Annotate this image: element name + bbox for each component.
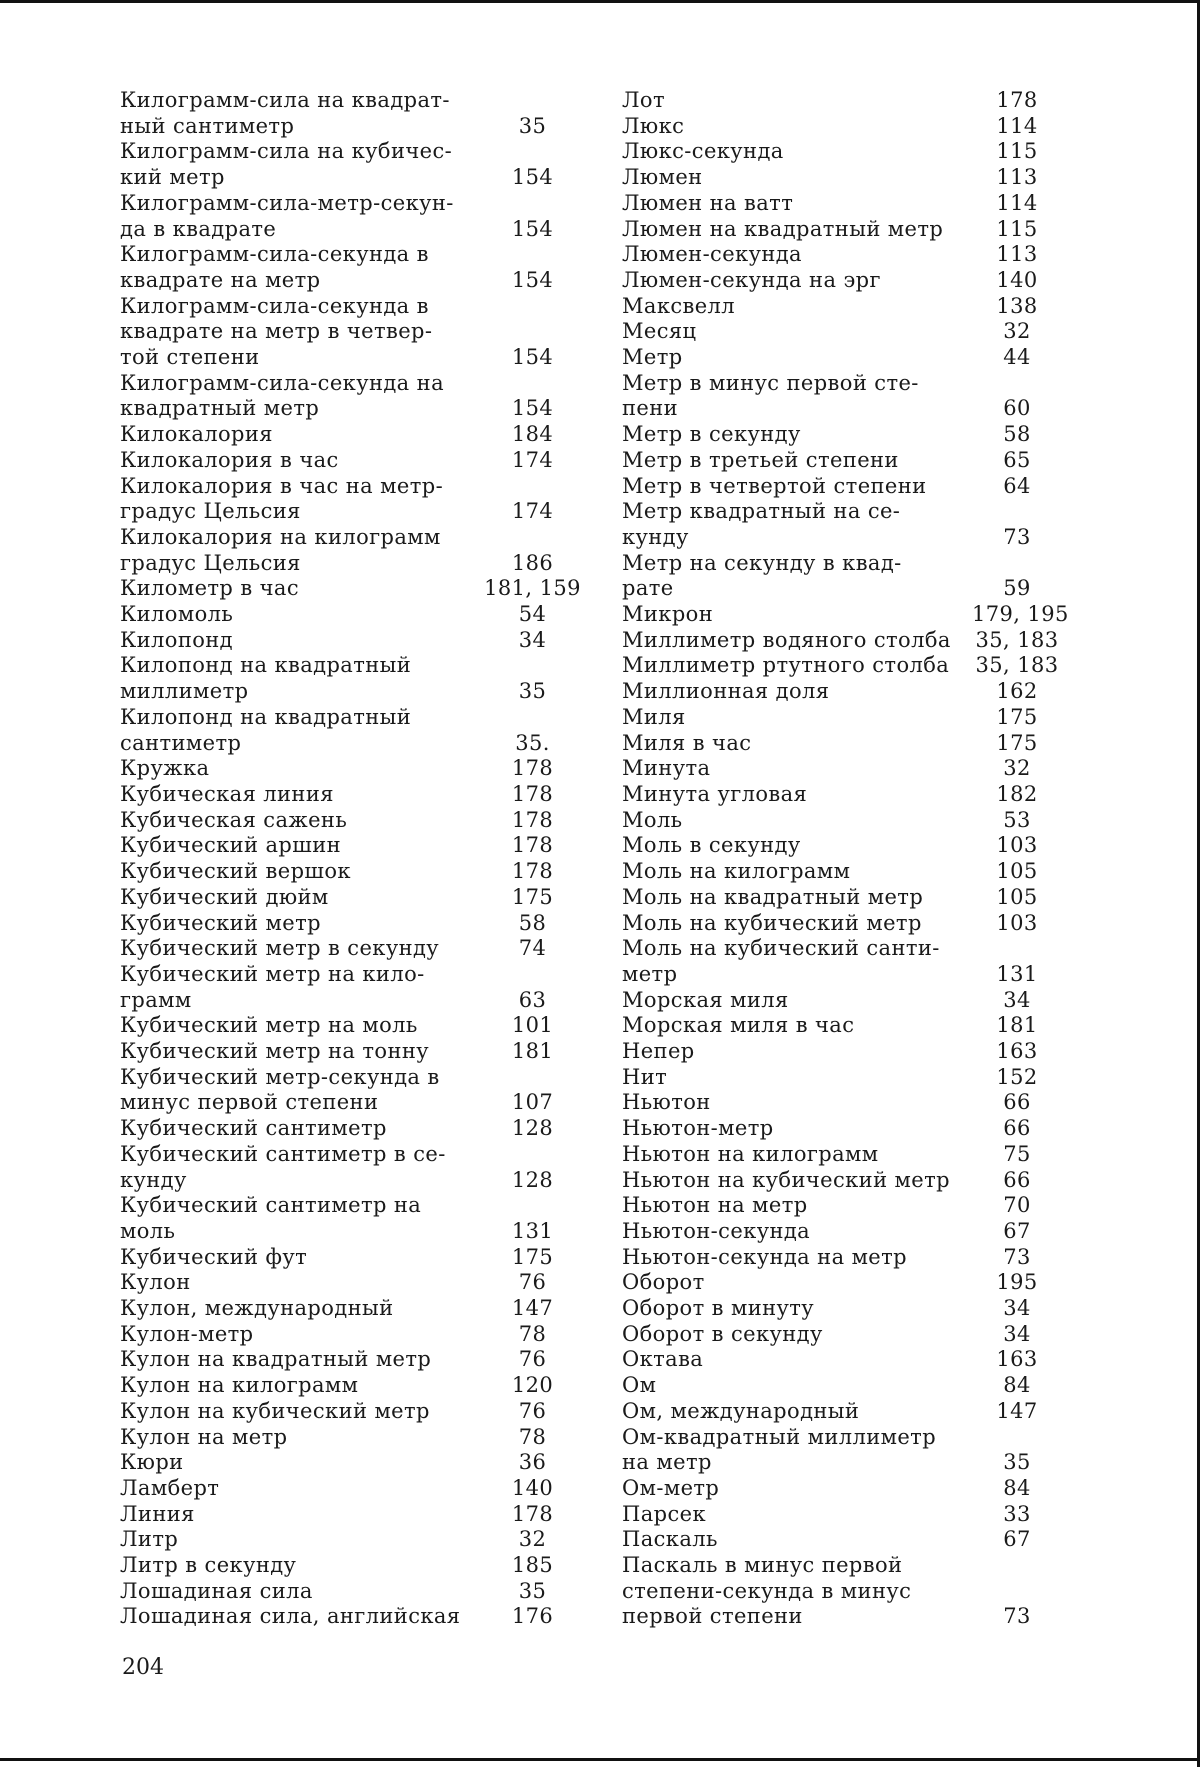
index-term: Кубический метр bbox=[120, 910, 321, 935]
page-reference: 66 bbox=[1003, 1090, 1031, 1115]
index-entry bbox=[120, 1502, 590, 1528]
page-reference: 76 bbox=[518, 1270, 547, 1295]
index-term: Морская миля bbox=[622, 987, 789, 1012]
index-entry bbox=[622, 1425, 1062, 1476]
index-term: Литр bbox=[120, 1527, 179, 1552]
index-term: Линия bbox=[120, 1501, 195, 1526]
index-entry bbox=[622, 114, 1062, 140]
index-entry bbox=[622, 1270, 1062, 1296]
left-index-column bbox=[120, 88, 590, 1630]
index-entry bbox=[120, 1245, 590, 1271]
index-entry bbox=[622, 731, 1062, 757]
index-term: Люкс-секунда bbox=[622, 139, 784, 164]
page-reference: 154 bbox=[511, 345, 554, 370]
index-entry bbox=[120, 833, 590, 859]
index-entry bbox=[622, 1553, 1062, 1630]
index-term: Килограмм-сила-метр-секун- да в квадрате bbox=[120, 190, 454, 241]
index-term: Оборот в секунду bbox=[622, 1321, 823, 1346]
index-entry bbox=[120, 1039, 590, 1065]
index-term: Кулон на кубический метр bbox=[120, 1398, 430, 1423]
index-term: Килокалория на килограмм градус Цельсия bbox=[120, 524, 441, 575]
page-reference: 67 bbox=[1003, 1527, 1031, 1552]
index-entry bbox=[622, 1116, 1062, 1142]
index-entry bbox=[622, 1090, 1062, 1116]
index-entry bbox=[120, 1322, 590, 1348]
index-entry bbox=[622, 1476, 1062, 1502]
page-reference: 70 bbox=[1003, 1193, 1031, 1218]
index-term: Ньютон на метр bbox=[622, 1193, 808, 1218]
index-term: Метр bbox=[622, 345, 683, 370]
page-reference: 178 bbox=[511, 859, 554, 884]
page-reference: 32 bbox=[518, 1527, 547, 1552]
index-entry bbox=[120, 936, 590, 962]
index-term: Лошадиная сила bbox=[120, 1578, 313, 1603]
page-reference: 154 bbox=[511, 396, 554, 421]
index-entry bbox=[120, 525, 590, 576]
index-term: Килограмм-сила на кубичес- кий метр bbox=[120, 139, 453, 190]
page-reference: 184 bbox=[511, 422, 554, 447]
index-term: Килограмм-сила на квадрат- ный сантиметр bbox=[120, 88, 450, 138]
page-reference: 175 bbox=[511, 1244, 554, 1269]
index-entry bbox=[120, 139, 590, 190]
page-reference: 103 bbox=[996, 833, 1038, 858]
index-term: Ньютон на кубический метр bbox=[622, 1167, 950, 1192]
index-entry bbox=[120, 294, 590, 371]
index-term: Кюри bbox=[120, 1450, 184, 1475]
index-entry bbox=[622, 1039, 1062, 1065]
page-reference: 65 bbox=[1003, 447, 1031, 472]
index-term: Миля в час bbox=[622, 730, 752, 755]
bottom-border-rule bbox=[0, 1758, 1200, 1761]
index-entry bbox=[120, 371, 590, 422]
index-entry bbox=[120, 1193, 590, 1244]
index-term: Непер bbox=[622, 1039, 695, 1064]
index-term: Метр на секунду в квад- рате bbox=[622, 550, 902, 601]
index-entry bbox=[120, 859, 590, 885]
page-reference: 73 bbox=[1003, 524, 1031, 549]
index-entry bbox=[120, 1579, 590, 1605]
page-reference: 35, 183 bbox=[975, 653, 1059, 678]
index-term: Кубический сантиметр bbox=[120, 1116, 387, 1141]
index-entry bbox=[622, 885, 1062, 911]
index-entry bbox=[622, 705, 1062, 731]
index-entry bbox=[622, 294, 1062, 320]
index-entry bbox=[622, 1142, 1062, 1168]
page-reference: 63 bbox=[518, 987, 547, 1012]
index-term: Моль на килограмм bbox=[622, 859, 851, 884]
index-term: Килограмм-сила-секунда в квадрате на метр bbox=[120, 242, 429, 292]
index-term: Ом, международный bbox=[622, 1398, 860, 1423]
index-entry bbox=[622, 499, 1062, 550]
page-reference: 152 bbox=[996, 1064, 1038, 1089]
page-reference: 179, 195 bbox=[972, 602, 1069, 627]
index-entry bbox=[622, 628, 1062, 654]
index-term: Микрон bbox=[622, 602, 714, 627]
index-term: Метр в минус первой сте- пени bbox=[622, 370, 919, 421]
index-term: Люмен bbox=[622, 165, 703, 190]
index-entry bbox=[622, 551, 1062, 602]
index-term: Метр в четвертой степени bbox=[622, 473, 927, 498]
index-term: Кубический фут bbox=[120, 1244, 308, 1269]
index-term: Кубический метр-секунда в минус первой степени bbox=[120, 1064, 440, 1115]
page-reference: 84 bbox=[1003, 1475, 1031, 1500]
page-reference: 58 bbox=[518, 910, 547, 935]
index-entry bbox=[120, 1399, 590, 1425]
index-entry bbox=[120, 1142, 590, 1193]
index-term: Кубический метр в секунду bbox=[120, 936, 440, 961]
index-entry bbox=[120, 808, 590, 834]
index-term: Люмен-секунда bbox=[622, 242, 802, 267]
index-entry bbox=[622, 474, 1062, 500]
page-reference: 181, 159 bbox=[484, 576, 581, 601]
page-reference: 138 bbox=[996, 293, 1038, 318]
index-entry bbox=[120, 1296, 590, 1322]
index-term: Кубический дюйм bbox=[120, 884, 329, 909]
page-reference: 66 bbox=[1003, 1116, 1031, 1141]
index-entry bbox=[622, 1065, 1062, 1091]
index-entry bbox=[120, 576, 590, 602]
index-entry bbox=[120, 756, 590, 782]
index-entry bbox=[120, 1065, 590, 1116]
index-term: Люмен на квадратный метр bbox=[622, 216, 944, 241]
index-term: Максвелл bbox=[622, 293, 736, 318]
index-entry bbox=[120, 962, 590, 1013]
index-term: Кружка bbox=[120, 756, 210, 781]
index-entry bbox=[622, 139, 1062, 165]
index-entry bbox=[622, 833, 1062, 859]
index-entry bbox=[622, 679, 1062, 705]
page-reference: 73 bbox=[1003, 1604, 1031, 1629]
index-entry bbox=[120, 1347, 590, 1373]
index-entry bbox=[120, 885, 590, 911]
index-entry bbox=[622, 1013, 1062, 1039]
index-entry bbox=[622, 1193, 1062, 1219]
index-term: Кубическая сажень bbox=[120, 807, 348, 832]
index-entry bbox=[120, 1450, 590, 1476]
page-reference: 54 bbox=[518, 602, 547, 627]
page-reference: 58 bbox=[1003, 422, 1031, 447]
page-reference: 35 bbox=[518, 113, 547, 138]
index-term: Оборот в минуту bbox=[622, 1296, 815, 1321]
page-reference: 154 bbox=[511, 216, 554, 241]
index-term: Литр в секунду bbox=[120, 1553, 297, 1578]
page-reference: 154 bbox=[511, 165, 554, 190]
index-entry bbox=[622, 756, 1062, 782]
index-term: Ньютон-метр bbox=[622, 1116, 774, 1141]
page-reference: 163 bbox=[996, 1039, 1038, 1064]
page-reference: 195 bbox=[996, 1270, 1038, 1295]
page-reference: 76 bbox=[518, 1347, 547, 1372]
right-index-column bbox=[622, 88, 1069, 1630]
index-term: Килокалория в час bbox=[120, 447, 339, 472]
index-term: Килокалория в час на метр- градус Цельсия bbox=[120, 473, 444, 524]
page-reference: 115 bbox=[996, 139, 1038, 164]
index-entry bbox=[622, 1322, 1062, 1348]
index-term: Кулон на килограмм bbox=[120, 1373, 359, 1398]
index-term: Кулон на метр bbox=[120, 1424, 288, 1449]
index-entry bbox=[120, 782, 590, 808]
index-entry bbox=[120, 242, 590, 293]
page-reference: 34 bbox=[1003, 987, 1031, 1012]
page-reference: 174 bbox=[511, 499, 554, 524]
page-reference: 175 bbox=[996, 704, 1038, 729]
page-reference: 178 bbox=[511, 833, 554, 858]
page-reference: 178 bbox=[511, 1501, 554, 1526]
index-term: Миллиметр ртутного столба bbox=[622, 653, 950, 678]
page-reference: 178 bbox=[511, 756, 554, 781]
page-reference: 32 bbox=[1003, 319, 1031, 344]
index-entry bbox=[622, 1219, 1062, 1245]
index-term: Миллионная доля bbox=[622, 679, 830, 704]
page-reference: 105 bbox=[996, 859, 1038, 884]
page-reference: 33 bbox=[1003, 1501, 1031, 1526]
index-term: Люмен-секунда на эрг bbox=[622, 267, 881, 292]
index-term: Метр в третьей степени bbox=[622, 447, 899, 472]
index-entry bbox=[120, 911, 590, 937]
page-reference: 147 bbox=[511, 1296, 554, 1321]
index-term: Ом-метр bbox=[622, 1475, 720, 1500]
index-term: Кубический вершок bbox=[120, 859, 351, 884]
page-reference: 128 bbox=[511, 1116, 554, 1141]
index-term: Ом bbox=[622, 1373, 657, 1398]
index-entry bbox=[622, 1168, 1062, 1194]
index-term: Люкс bbox=[622, 113, 685, 138]
index-term: Ламберт bbox=[120, 1475, 220, 1500]
page-reference: 76 bbox=[518, 1398, 547, 1423]
page-reference: 60 bbox=[1003, 396, 1031, 421]
index-entry bbox=[120, 1116, 590, 1142]
page-reference: 36 bbox=[518, 1450, 547, 1475]
page-reference: 131 bbox=[511, 1218, 554, 1243]
index-term: Ньютон-секунда на метр bbox=[622, 1244, 907, 1269]
page-reference: 114 bbox=[996, 113, 1038, 138]
index-term: Минута bbox=[622, 756, 711, 781]
index-term: Месяц bbox=[622, 319, 697, 344]
index-entry bbox=[622, 859, 1062, 885]
index-term: Кубический метр на кило- грамм bbox=[120, 961, 425, 1012]
page-reference: 44 bbox=[1003, 345, 1031, 370]
page-reference: 181 bbox=[511, 1039, 554, 1064]
index-entry bbox=[622, 319, 1062, 345]
page-reference: 66 bbox=[1003, 1167, 1031, 1192]
page-reference: 140 bbox=[511, 1475, 554, 1500]
page-reference: 186 bbox=[511, 550, 554, 575]
page-reference: 74 bbox=[518, 936, 547, 961]
index-term: Кулон bbox=[120, 1270, 191, 1295]
index-term: Оборот bbox=[622, 1270, 705, 1295]
index-entry bbox=[120, 1604, 590, 1630]
page-number: 204 bbox=[122, 1655, 164, 1680]
index-term: Килограмм-сила-секунда в квадрате на метр в четвер- той степени bbox=[120, 293, 433, 370]
index-term: Лот bbox=[622, 88, 665, 112]
index-term: Километр в час bbox=[120, 576, 299, 601]
page-reference: 107 bbox=[511, 1090, 554, 1115]
index-term: Лошадиная сила, английская bbox=[120, 1604, 461, 1629]
page-reference: 163 bbox=[996, 1347, 1038, 1372]
index-entry bbox=[622, 371, 1062, 422]
index-entry bbox=[120, 422, 590, 448]
index-entry bbox=[622, 1296, 1062, 1322]
page-reference: 128 bbox=[511, 1167, 554, 1192]
index-entry bbox=[622, 782, 1062, 808]
index-entry bbox=[622, 165, 1062, 191]
index-entry bbox=[120, 602, 590, 628]
index-term: Кубическая линия bbox=[120, 781, 334, 806]
index-term: Ом-квадратный миллиметр на метр bbox=[622, 1424, 937, 1475]
index-entry bbox=[622, 1245, 1062, 1271]
index-entry bbox=[622, 988, 1062, 1014]
page-reference: 67 bbox=[1003, 1218, 1031, 1243]
top-border-rule bbox=[0, 0, 1200, 3]
index-term: Кубический метр на моль bbox=[120, 1013, 418, 1038]
index-term: Ньютон bbox=[622, 1090, 711, 1115]
page-reference: 114 bbox=[996, 190, 1038, 215]
page-reference: 78 bbox=[518, 1424, 547, 1449]
index-term: Кулон, международный bbox=[120, 1296, 394, 1321]
page-reference: 176 bbox=[511, 1604, 554, 1629]
page-reference: 53 bbox=[1003, 807, 1031, 832]
index-term: Килопонд на квадратный сантиметр bbox=[120, 704, 412, 755]
page-reference: 34 bbox=[518, 627, 547, 652]
page-reference: 105 bbox=[996, 884, 1038, 909]
index-entry bbox=[622, 808, 1062, 834]
page-reference: 78 bbox=[518, 1321, 547, 1346]
index-term: Паскаль в минус первой степени-секунда в минус первой степени bbox=[622, 1553, 912, 1629]
index-entry bbox=[120, 628, 590, 654]
page-reference: 73 bbox=[1003, 1244, 1031, 1269]
page-reference: 84 bbox=[1003, 1373, 1031, 1398]
index-term: Минута угловая bbox=[622, 781, 808, 806]
index-term: Килокалория bbox=[120, 422, 273, 447]
index-term: Миля bbox=[622, 704, 686, 729]
index-entry bbox=[622, 191, 1062, 217]
index-entry bbox=[120, 448, 590, 474]
index-entry bbox=[120, 1270, 590, 1296]
page-reference: 75 bbox=[1003, 1141, 1031, 1166]
index-entry bbox=[120, 1373, 590, 1399]
index-entry bbox=[120, 1013, 590, 1039]
index-entry bbox=[120, 653, 590, 704]
page-reference: 162 bbox=[996, 679, 1038, 704]
page-reference: 64 bbox=[1003, 473, 1031, 498]
page-reference: 178 bbox=[996, 88, 1038, 112]
index-entry bbox=[622, 602, 1069, 628]
page-reference: 34 bbox=[1003, 1296, 1031, 1321]
page-reference: 175 bbox=[511, 884, 554, 909]
page-reference: 181 bbox=[996, 1013, 1038, 1038]
page-reference: 131 bbox=[996, 961, 1038, 986]
page-reference: 115 bbox=[996, 216, 1038, 241]
index-entry bbox=[120, 191, 590, 242]
page-reference: 35, 183 bbox=[975, 627, 1059, 652]
index-term: Кулон на квадратный метр bbox=[120, 1347, 432, 1372]
index-entry bbox=[120, 1527, 590, 1553]
index-term: Метр в секунду bbox=[622, 422, 801, 447]
page-reference: 35. bbox=[515, 730, 550, 755]
index-term: Килопонд bbox=[120, 627, 233, 652]
index-entry bbox=[622, 911, 1062, 937]
page-reference: 178 bbox=[511, 781, 554, 806]
page-reference: 140 bbox=[996, 267, 1038, 292]
index-entry bbox=[622, 1347, 1062, 1373]
index-term: Килограмм-сила-секунда на квадратный метр bbox=[120, 370, 444, 421]
page-reference: 178 bbox=[511, 807, 554, 832]
index-entry bbox=[622, 242, 1062, 268]
index-term: Парсек bbox=[622, 1501, 706, 1526]
index-term: Моль на кубический санти- метр bbox=[622, 936, 940, 986]
index-entry bbox=[622, 217, 1062, 243]
index-term: Миллиметр водяного столба bbox=[622, 627, 951, 652]
page-reference: 154 bbox=[511, 267, 554, 292]
page-reference: 34 bbox=[1003, 1321, 1031, 1346]
index-term: Моль в секунду bbox=[622, 833, 801, 858]
index-term: Люмен на ватт bbox=[622, 190, 794, 215]
index-term: Ньютон на килограмм bbox=[622, 1141, 879, 1166]
index-entry bbox=[622, 1502, 1062, 1528]
index-entry bbox=[622, 1399, 1062, 1425]
index-entry bbox=[120, 88, 590, 139]
page-reference: 120 bbox=[511, 1373, 554, 1398]
index-term: Нит bbox=[622, 1064, 668, 1089]
index-entry bbox=[622, 1373, 1062, 1399]
index-entry bbox=[120, 705, 590, 756]
page-reference: 59 bbox=[1003, 576, 1031, 601]
page-reference: 101 bbox=[511, 1013, 554, 1038]
index-term: Ньютон-секунда bbox=[622, 1218, 811, 1243]
page-reference: 147 bbox=[996, 1398, 1038, 1423]
page-reference: 103 bbox=[996, 910, 1038, 935]
index-term: Морская миля в час bbox=[622, 1013, 855, 1038]
index-term: Октава bbox=[622, 1347, 704, 1372]
page-reference: 174 bbox=[511, 447, 554, 472]
page-reference: 182 bbox=[996, 781, 1038, 806]
index-term: Моль на квадратный метр bbox=[622, 884, 924, 909]
page-reference: 32 bbox=[1003, 756, 1031, 781]
index-entry bbox=[622, 345, 1062, 371]
index-entry bbox=[622, 936, 1062, 987]
index-term: Киломоль bbox=[120, 602, 234, 627]
index-term: Моль bbox=[622, 807, 683, 832]
index-entry bbox=[120, 474, 590, 525]
page-reference: 175 bbox=[996, 730, 1038, 755]
index-term: Кулон-метр bbox=[120, 1321, 254, 1346]
page-reference: 35 bbox=[1003, 1450, 1031, 1475]
page-reference: 35 bbox=[518, 1578, 547, 1603]
index-entry bbox=[622, 448, 1062, 474]
page-reference: 113 bbox=[996, 165, 1038, 190]
index-entry bbox=[120, 1425, 590, 1451]
index-entry bbox=[622, 268, 1062, 294]
index-entry bbox=[622, 88, 1062, 114]
index-entry bbox=[120, 1476, 590, 1502]
index-term: Метр квадратный на се- кунду bbox=[622, 499, 901, 549]
index-term: Кубический метр на тонну bbox=[120, 1039, 430, 1064]
index-entry bbox=[622, 422, 1062, 448]
index-entry bbox=[622, 653, 1062, 679]
page-reference: 185 bbox=[511, 1553, 554, 1578]
index-term: Паскаль bbox=[622, 1527, 718, 1552]
index-term: Кубический аршин bbox=[120, 833, 341, 858]
index-entry bbox=[120, 1553, 590, 1579]
index-term: Кубический сантиметр в се- кунду bbox=[120, 1141, 446, 1192]
page-reference: 35 bbox=[518, 679, 547, 704]
page-reference: 113 bbox=[996, 242, 1038, 267]
index-term: Килопонд на квадратный миллиметр bbox=[120, 653, 412, 704]
index-entry bbox=[622, 1527, 1062, 1553]
index-term: Моль на кубический метр bbox=[622, 910, 922, 935]
index-term: Кубический сантиметр на моль bbox=[120, 1193, 422, 1243]
